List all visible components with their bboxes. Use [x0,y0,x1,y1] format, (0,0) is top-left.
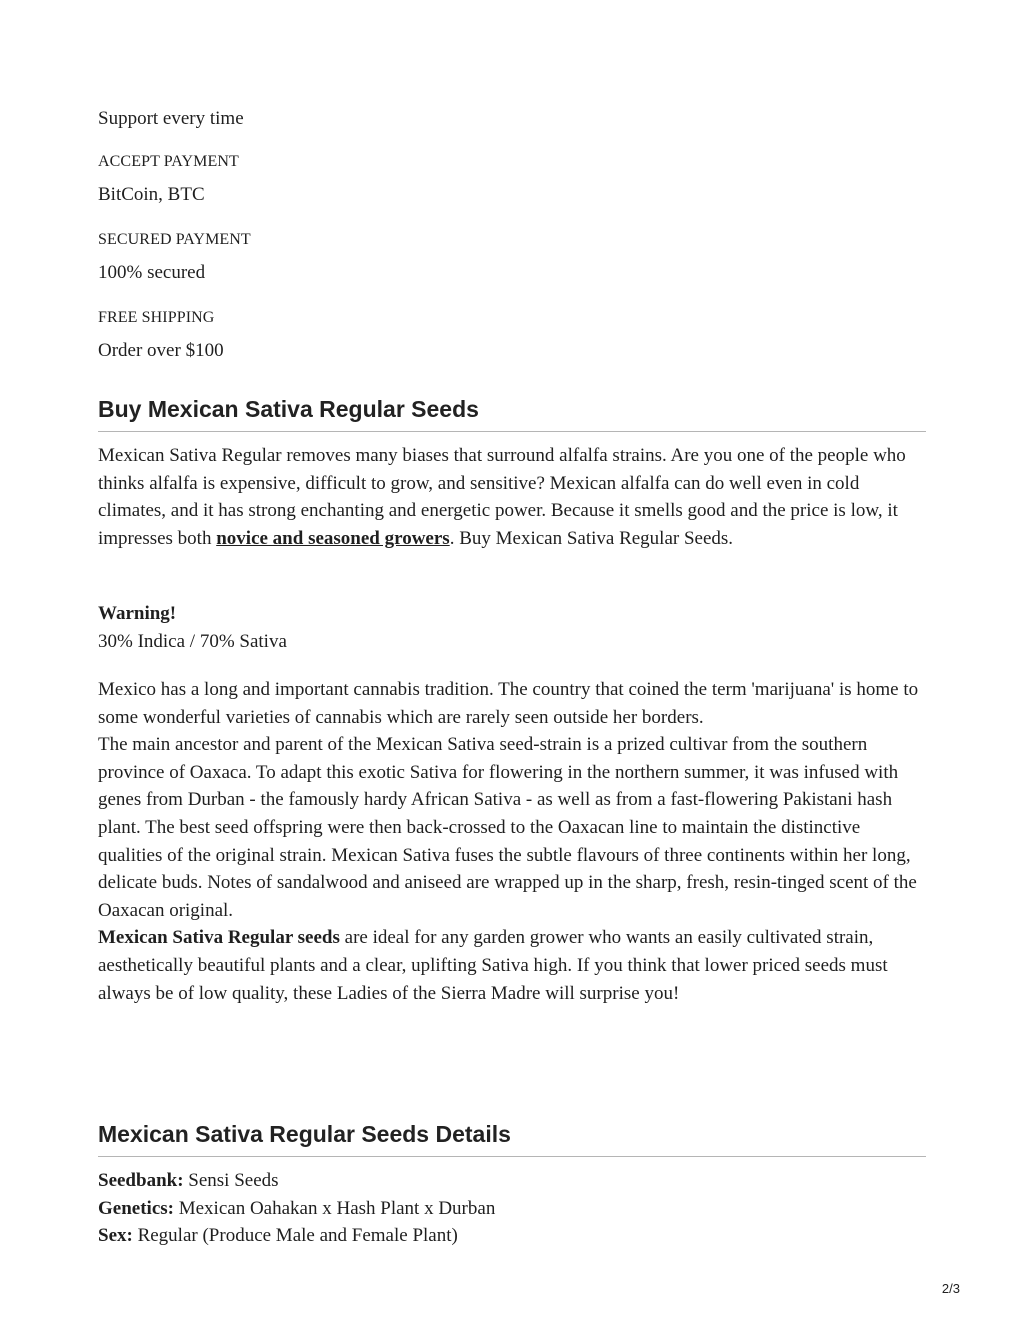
intro-paragraph [98,442,928,552]
page-number: 2/3 [941,1281,960,1296]
warning-block [98,600,928,655]
detail-key-genetics: Genetics: [98,1197,174,1219]
intro-text: Mexican Sativa Regular removes many biases that surround alfalfa strains. Are you one of the people who thinks alfalfa is expensive, difficult to grow, and sensitive? Mexican alfalfa can do well even in cold climates, and it has strong enchanting and energetic power. Because it smells good and the price is low, it impresses both [98,445,906,549]
feature-value: 100% secured [98,262,206,283]
feature-free-shipping [98,308,224,364]
detail-value-genetics: Mexican Oahakan x Hash Plant x Durban [173,1197,496,1219]
detail-value-sex: Regular (Produce Male and Female Plant) [132,1225,458,1247]
story-paragraph [98,676,928,1007]
detail-value-seedbank: Sensi Seeds [183,1170,279,1191]
feature-label: ACCEPT PAYMENT [98,153,239,170]
details-section-heading: Mexican Sativa Regular Seeds Details [98,1119,926,1157]
feature-accept-payment [98,152,239,208]
warning-title: Warning! [98,603,177,624]
intro-text-end: . Buy Mexican Sativa Regular Seeds. [449,527,734,549]
detail-key-sex: Sex: [98,1225,133,1247]
details-list [98,1167,928,1250]
warning-text: 30% Indica / 70% Sativa [98,630,287,652]
growers-link[interactable]: novice and seasoned growers [216,527,450,549]
detail-key-seedbank: Seedbank: [98,1170,184,1191]
feature-secured-payment [98,230,251,286]
support-text: Support every time [98,108,244,129]
feature-value: Order over $100 [98,340,224,361]
story-part-3-bold: Mexican Sativa Regular seeds [98,927,340,949]
feature-label: SECURED PAYMENT [98,231,251,248]
buy-section-heading: Buy Mexican Sativa Regular Seeds [98,394,926,432]
feature-label: FREE SHIPPING [98,309,215,326]
feature-value: BitCoin, BTC [98,184,205,205]
story-part-2: The main ancestor and parent of the Mexican Sativa seed-strain is a prized cultivar from the southern province of Oaxaca. To adapt this exotic Sativa for flowering in the northern summer, it was infused with genes from Durban - the famously hardy African Sativa - as well as from a fast-flowering Pakistani hash plant. The best seed offspring were then back-crossed to the Oaxacan line to maintain the distinctive qualities of the original strain. Mexican Sativa fuses the subtle flavours of three continents within her long, delicate buds. Notes of sandalwood and aniseed are wrapped up in the sharp, fresh, resin-tinged scent of the Oaxacan original. [98,734,917,921]
story-part-3: are ideal for any garden grower who wants an easily cultivated strain, aesthetically beautiful plants and a clear, uplifting Sativa high. If you think that lower priced seeds must always be of low quality, these Ladies of the Sierra Madre will surprise you! [98,927,888,1004]
story-part-1: Mexico has a long and important cannabis tradition. The country that coined the term 'marijuana' is home to some wonderful varieties of cannabis which are rarely seen outside her borders. [98,679,919,728]
